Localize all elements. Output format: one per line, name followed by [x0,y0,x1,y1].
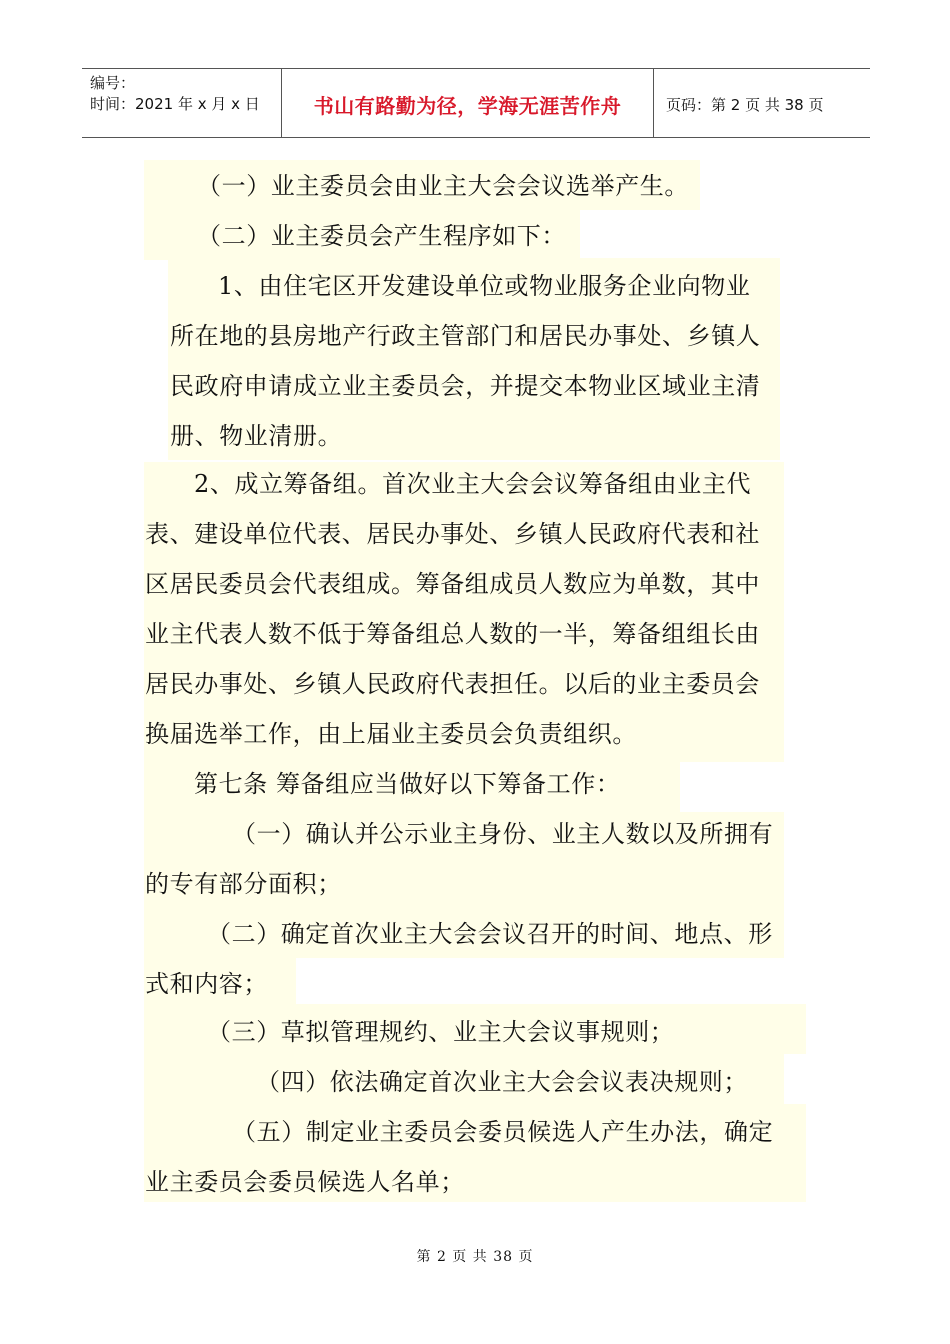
serial-label: 编号： [90,74,136,92]
body-line: 业主委员会委员候选人名单； [145,1168,465,1196]
body-line: （三）草拟管理规约、业主大会议事规则； [207,1018,675,1046]
header-page-cell [654,69,870,137]
date-line: 时间：2021 年 x 月 x 日 [90,95,260,113]
body-line: （二）确定首次业主大会会议召开的时间、地点、形 [207,920,773,948]
highlight-band [144,462,784,762]
body-line: 2、成立筹备组。首次业主大会会议筹备组由业主代 [194,470,752,498]
page-info: 页码：第 2 页 共 38 页 [666,95,824,114]
body-line: 民政府申请成立业主委员会，并提交本物业区域业主清 [170,372,761,400]
page-footer: 第 2 页 共 38 页 [416,1249,534,1265]
body-line: 1、由住宅区开发建设单位或物业服务企业向物业 [218,272,751,300]
body-line: 表、建设单位代表、居民办事处、乡镇人民政府代表和社 [145,520,760,548]
body-line: 所在地的县房地产行政主管部门和居民办事处、乡镇人 [170,322,761,350]
body-line: （四）依法确定首次业主大会会议表决规则； [256,1068,748,1096]
header-meta-cell [82,69,282,137]
body-line: （一）业主委员会由业主大会会议选举产生。 [197,172,689,200]
body-line: 式和内容； [145,970,268,998]
body-line: 换届选举工作，由上届业主委员会负责组织。 [145,720,637,748]
article-heading: 第七条 筹备组应当做好以下筹备工作： [194,770,621,798]
body-line: （二）业主委员会产生程序如下： [197,222,566,250]
body-line: 册、物业清册。 [170,422,343,450]
body-line: 居民办事处、乡镇人民政府代表担任。以后的业主委员会 [145,670,760,698]
header-motto-cell [282,69,654,137]
body-line: 业主代表人数不低于筹备组总人数的一半，筹备组组长由 [145,620,760,648]
body-line: （五）制定业主委员会委员候选人产生办法，确定 [232,1118,774,1146]
body-line: （一）确认并公示业主身份、业主人数以及所拥有 [232,820,774,848]
page-header [82,68,870,138]
body-line: 区居民委员会代表组成。筹备组成员人数应为单数，其中 [145,570,760,598]
body-line: 的专有部分面积； [145,870,342,898]
motto-text: 书山有路勤为径，学海无涯苦作舟 [313,93,622,118]
